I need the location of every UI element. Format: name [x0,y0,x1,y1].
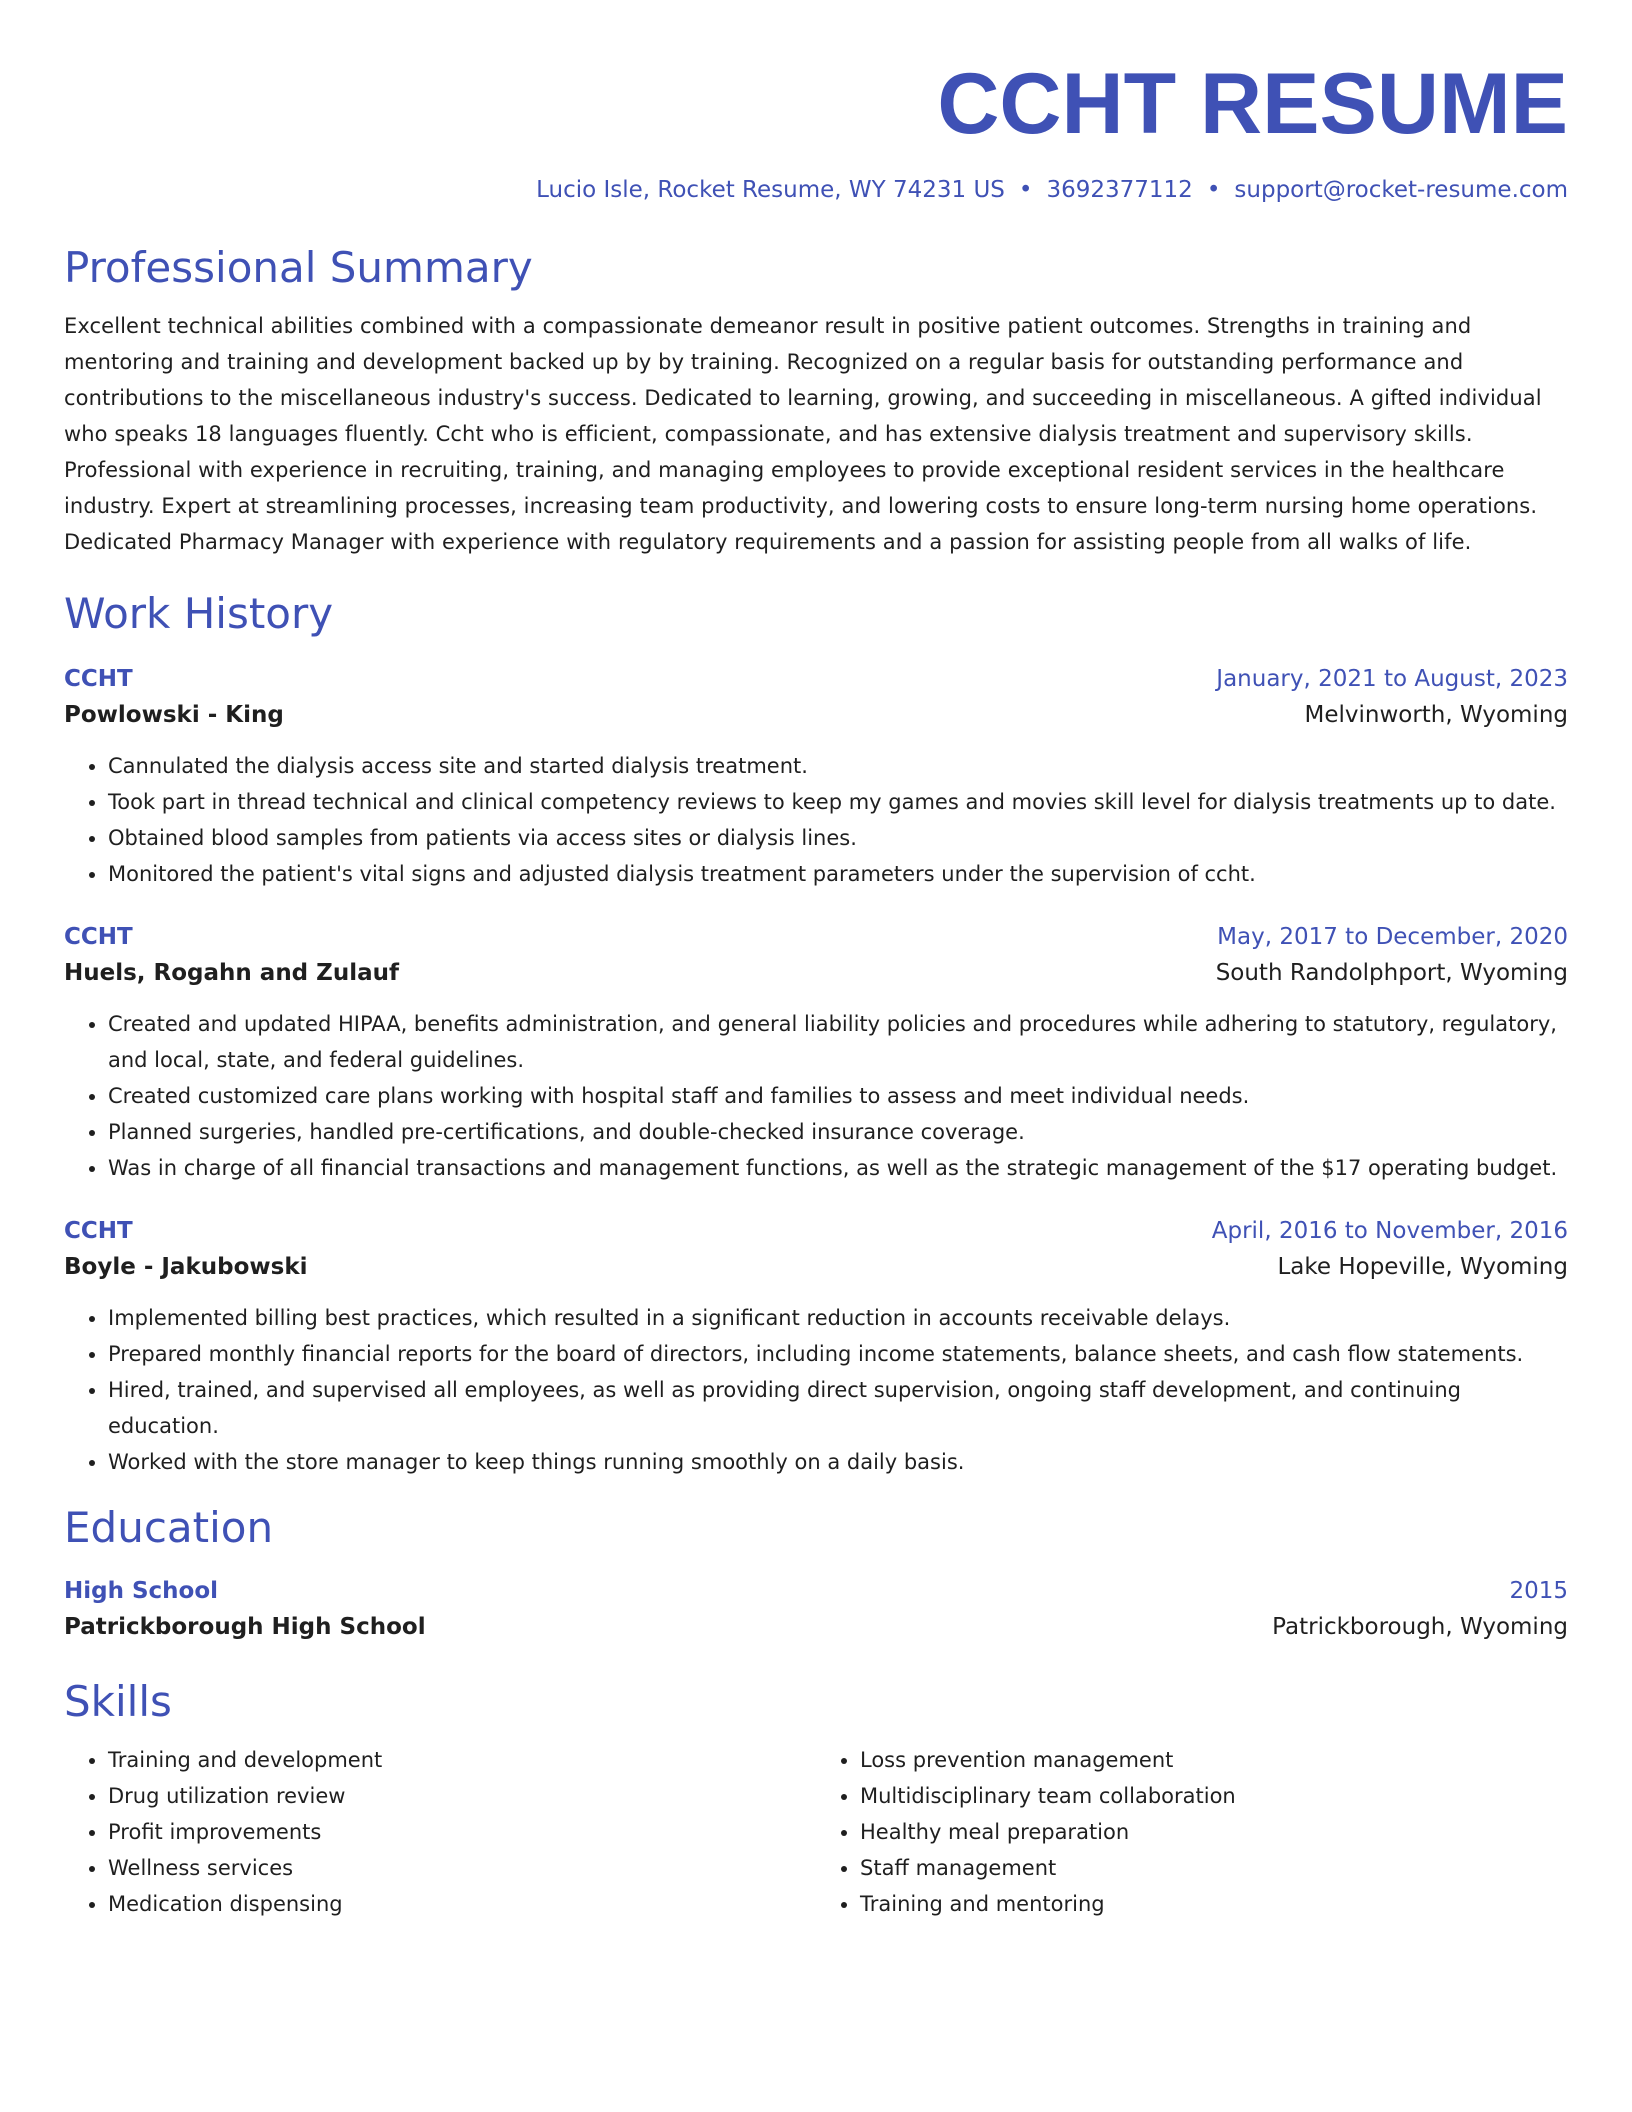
job-title: CCHT [64,924,133,950]
job-bullet: • Cannulated the dialysis access site and started dialysis treatment. [108,748,1568,784]
job-location: South Randolphport, Wyoming [1215,960,1568,986]
job-company: Powlowski - King [64,702,284,728]
job-company: Boyle - Jakubowski [64,1254,308,1280]
skill-item: • Loss prevention management [860,1742,1568,1778]
contact-phone: 3692377112 [1046,177,1193,203]
job-company-row [64,1248,1568,1286]
education-year: 2015 [1509,1578,1568,1604]
job-bullets [64,1006,1568,1186]
job-dates: January, 2021 to August, 2023 [1216,666,1568,692]
job-bullet: • Created and updated HIPAA, benefits administration, and general liability policies and procedures while adhering to statutory, regulatory, and local, state, and federal guidelines. [108,1006,1568,1078]
contact-address: Lucio Isle, Rocket Resume, WY 74231 US [536,177,1005,203]
job-bullet: • Obtained blood samples from patients via access sites or dialysis lines. [108,820,1568,856]
job-bullet: • Took part in thread technical and clinical competency reviews to keep my games and movies skill level for dialysis treatments up to date. [108,784,1568,820]
contact-separator: • [1206,177,1221,203]
contact-email: support@rocket-resume.com [1234,177,1568,203]
education-school: Patrickborough High School [64,1614,426,1640]
skill-item: • Healthy meal preparation [860,1814,1568,1850]
work-history-heading: Work History [64,589,334,638]
job-company-row [64,954,1568,992]
skill-item: • Staff management [860,1850,1568,1886]
education-entry [64,1574,1568,1646]
job-header-row [64,1214,1568,1248]
skill-item: • Training and mentoring [860,1886,1568,1922]
job-bullet: • Hired, trained, and supervised all employees, as well as providing direct supervision, ongoing staff development, and continuing education. [108,1372,1568,1444]
job-company-row [64,696,1568,734]
summary-text: Excellent technical abilities combined with a compassionate demeanor result in positive patient outcomes. Strengths in training and mentoring and training and development backed up by by training. Recognized on a regular basis for outstanding performance and contributions to the miscellaneous industry's success. Dedicated to learning, growing, and succeeding in miscellaneous. A gifted individual who speaks 18 languages fluently. Ccht who is efficient, compassionate, and has extensive dialysis treatment and supervisory skills. Professional with experience in recruiting, training, and managing employees to provide exceptional resident services in the healthcare industry. Expert at streamlining processes, increasing team productivity, and lowering costs to ensure long-term nursing home operations. Dedicated Pharmacy Manager with experience with regulatory requirements and a passion for assisting people from all walks of life. [64,314,1542,554]
job-bullets [64,748,1568,892]
skills-list [64,1742,1568,1922]
job-bullet: • Created customized care plans working with hospital staff and families to assess and meet individual needs. [108,1078,1568,1114]
job-bullet: • Was in charge of all financial transactions and management functions, as well as the strategic management of the $17 operating budget. [108,1150,1568,1186]
job-bullet: • Planned surgeries, handled pre-certifications, and double-checked insurance coverage. [108,1114,1568,1150]
job-bullet: • Monitored the patient's vital signs and adjusted dialysis treatment parameters under the supervision of ccht. [108,856,1568,892]
job-bullet: • Prepared monthly financial reports for the board of directors, including income statements, balance sheets, and cash flow statements. [108,1336,1568,1372]
skill-item: • Training and development [108,1742,816,1778]
job-location: Melvinworth, Wyoming [1304,702,1568,728]
skill-item: • Wellness services [108,1850,816,1886]
education-heading: Education [64,1503,274,1552]
education-degree: High School [64,1578,219,1604]
summary-heading: Professional Summary [64,243,533,292]
job-location: Lake Hopeville, Wyoming [1277,1254,1568,1280]
education-school-row [64,1608,1568,1646]
skills-column-left [64,1742,816,1922]
job-bullet: • Worked with the store manager to keep things running smoothly on a daily basis. [108,1444,1568,1480]
job-dates: April, 2016 to November, 2016 [1211,1218,1568,1244]
skills-heading: Skills [64,1677,172,1726]
job-header-row [64,920,1568,954]
job-dates: May, 2017 to December, 2020 [1217,924,1568,950]
education-header-row [64,1574,1568,1608]
education-location: Patrickborough, Wyoming [1272,1614,1568,1640]
job-title: CCHT [64,1218,133,1244]
contact-separator: • [1018,177,1033,203]
job-entry [64,1214,1568,1480]
job-company: Huels, Rogahn and Zulauf [64,960,399,986]
skill-item: • Medication dispensing [108,1886,816,1922]
job-bullet: • Implemented billing best practices, which resulted in a significant reduction in accounts receivable delays. [108,1300,1568,1336]
job-entry [64,920,1568,1186]
job-bullets [64,1300,1568,1480]
job-header-row [64,662,1568,696]
skill-item: • Multidisciplinary team collaboration [860,1778,1568,1814]
job-title: CCHT [64,666,133,692]
skills-column-right [816,1742,1568,1922]
resume-title: CCHT RESUME [937,56,1568,152]
skill-item: • Profit improvements [108,1814,816,1850]
skill-item: • Drug utilization review [108,1778,816,1814]
contact-line [64,174,1568,206]
job-entry [64,662,1568,892]
